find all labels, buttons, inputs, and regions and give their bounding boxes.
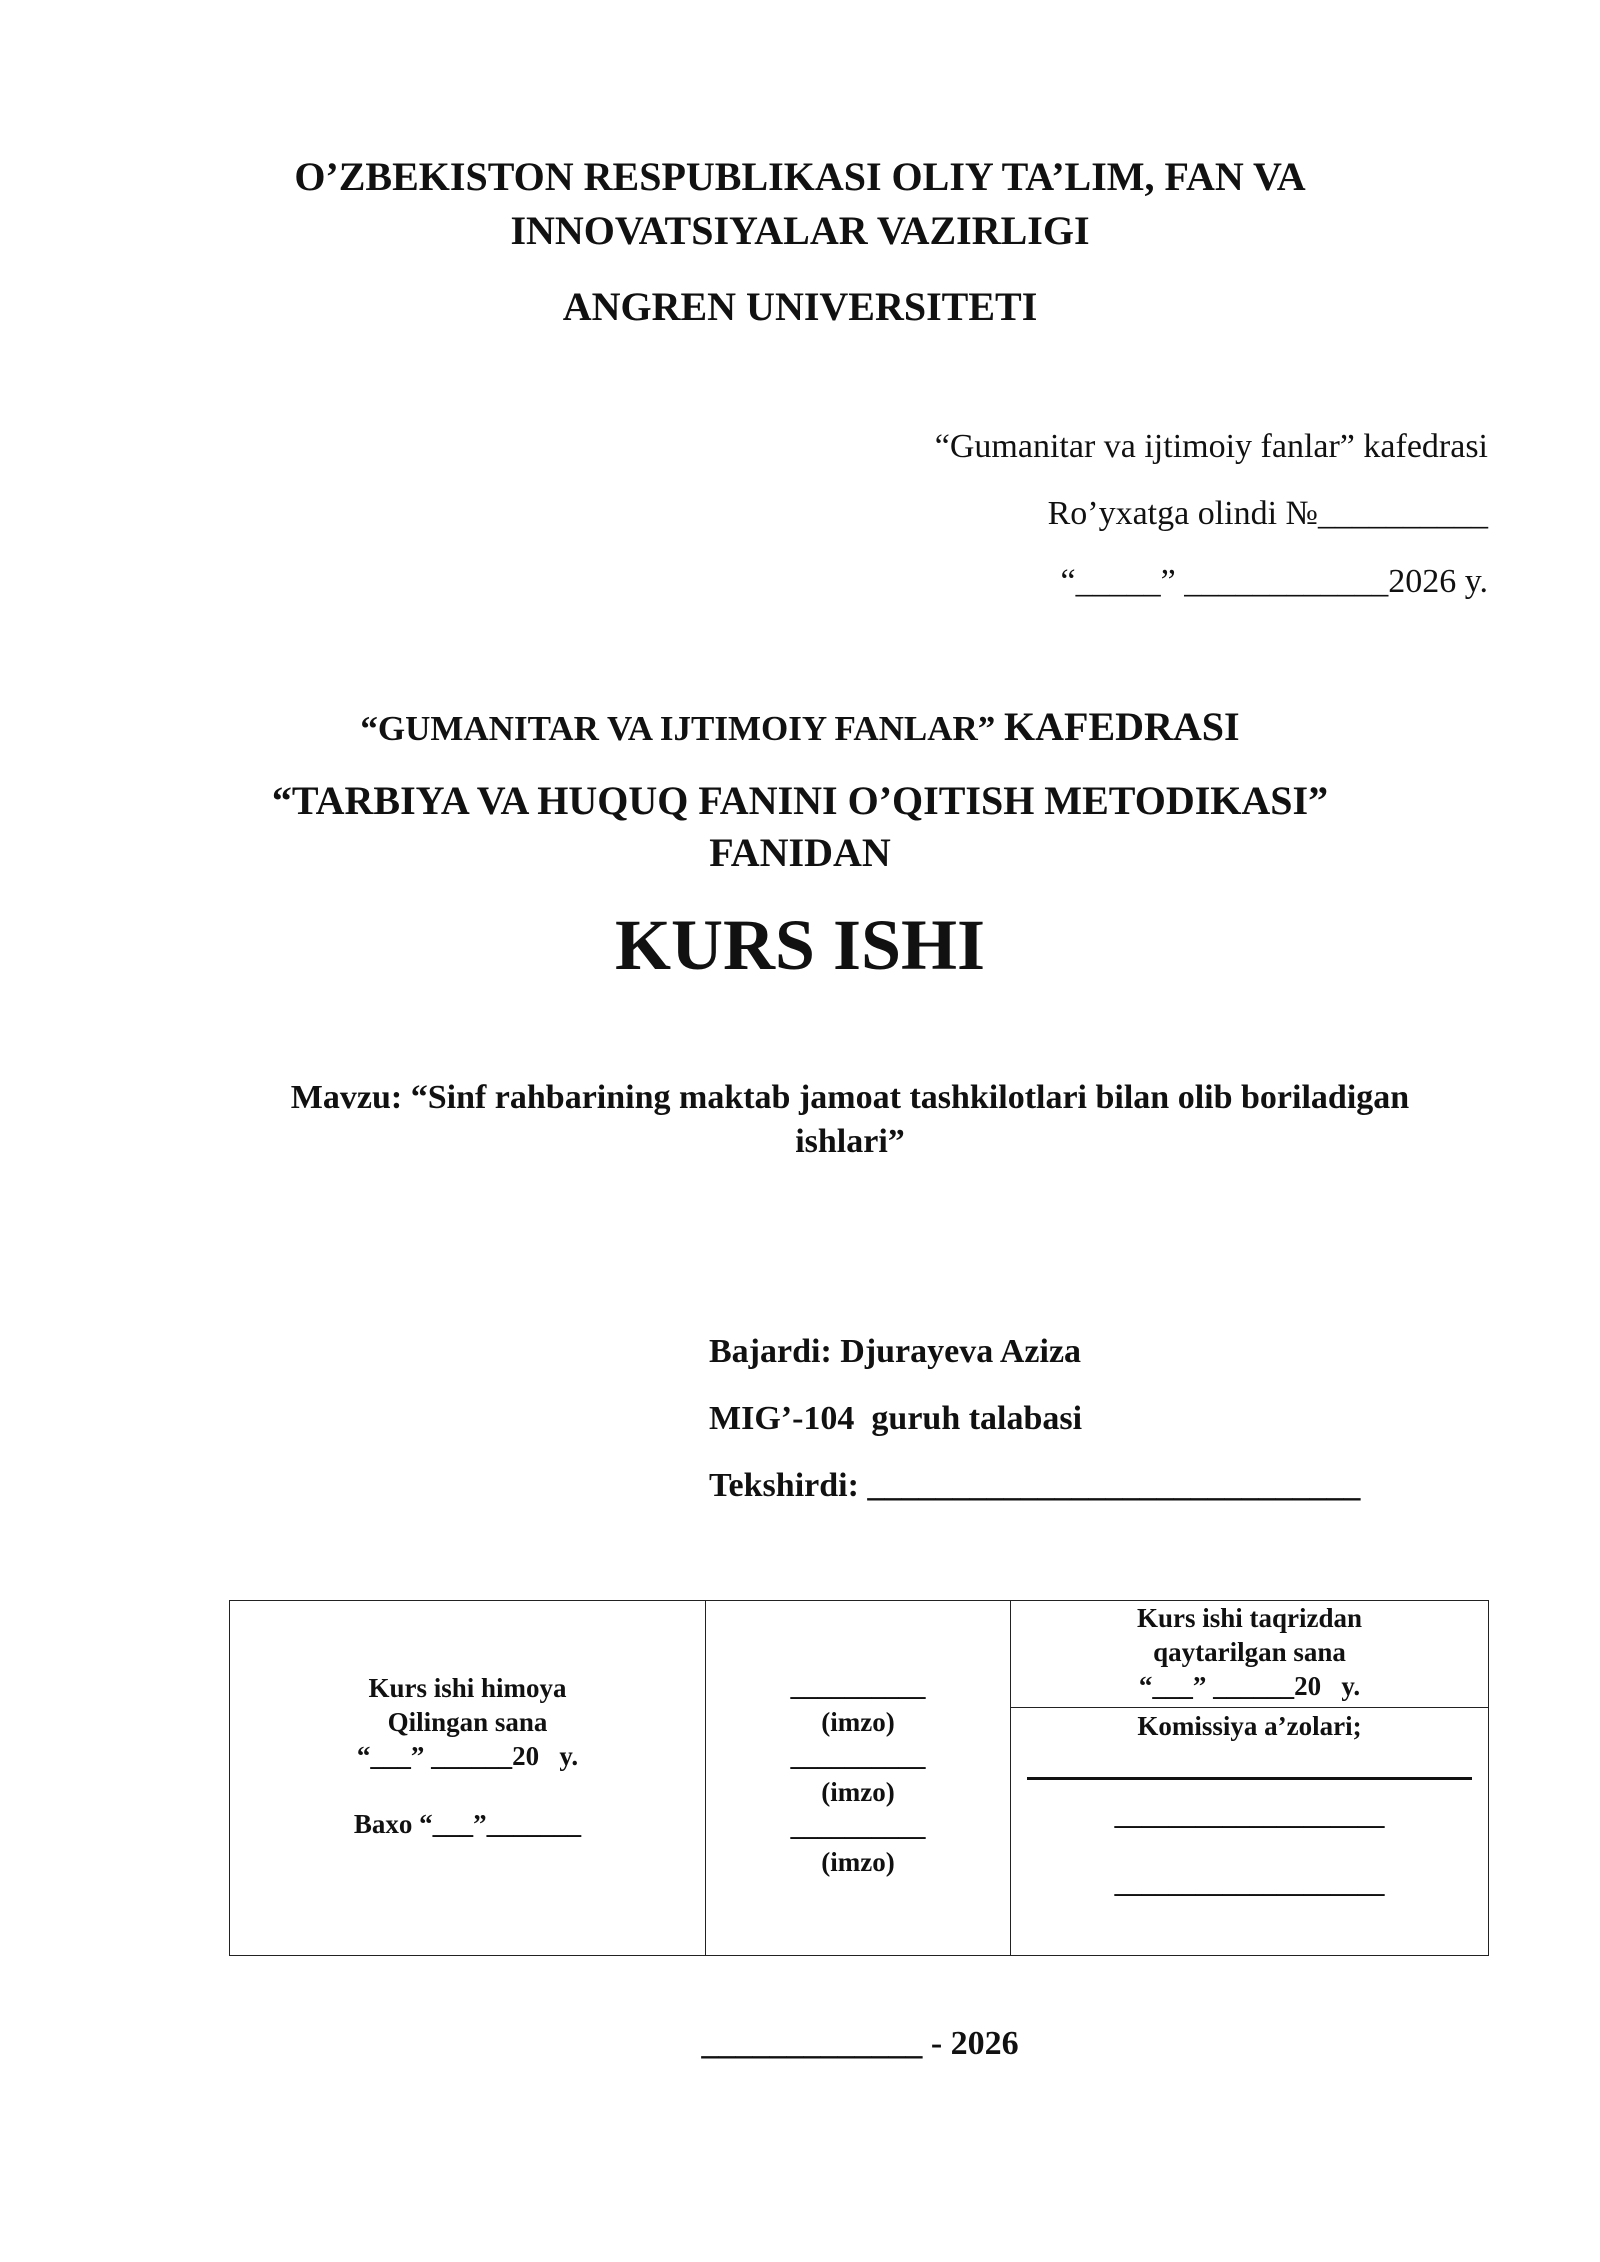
signature-blank-3: __________ (790, 1811, 926, 1841)
registration-department: “Gumanitar va ijtimoiy fanlar” kafedrasi (934, 428, 1488, 465)
review-cell (1011, 1601, 1489, 1956)
topic (200, 1076, 1500, 1164)
topic-line-2: ishlari” (795, 1123, 905, 1160)
commission-members-label: Komissiya a’zolari; (1137, 1711, 1362, 1741)
review-return-section (1011, 1601, 1488, 1708)
subject-line-2: FANIDAN (709, 830, 891, 875)
kafedra-quoted: “GUMANITAR VA IJTIMOIY FANLAR” (360, 709, 996, 748)
review-line-2: qaytarilgan sana (1153, 1637, 1346, 1667)
signature-label-3: (imzo) (821, 1847, 895, 1877)
commission-member-line-3: ____________________ (1114, 1868, 1385, 1898)
checked-by: Tekshirdi: _____________________________ (709, 1467, 1361, 1504)
defense-cell (230, 1601, 706, 1956)
topic-line-1: Mavzu: “Sinf rahbarining maktab jamoat tashkilotlari bilan olib boriladigan (290, 1079, 1410, 1116)
signature-label-1: (imzo) (821, 1707, 895, 1737)
commission-section (1011, 1707, 1488, 1900)
commission-member-line-1 (1027, 1777, 1472, 1780)
footer-year: _____________ - 2026 (701, 2025, 1019, 2062)
ministry-name (0, 150, 1600, 258)
defense-line-2: Qilingan sana (387, 1707, 548, 1737)
document-type: KURS ISHI (614, 905, 986, 985)
subject-title (0, 775, 1600, 879)
student-performed: Bajardi: Djurayeva Aziza (709, 1333, 1082, 1370)
kafedra-title (0, 704, 1600, 752)
commission-member-line-2: ____________________ (1114, 1800, 1385, 1830)
review-line-1: Kurs ishi taqrizdan (1136, 1603, 1363, 1633)
student-group: MIG’-104 guruh talabasi (709, 1400, 1083, 1437)
ministry-line-1: O’ZBEKISTON RESPUBLIKASI OLIY TA’LIM, FAN VA (294, 154, 1306, 199)
signature-cell (706, 1601, 1011, 1956)
committee-table (229, 1600, 1489, 1956)
subject-line-1: “TARBIYA VA HUQUQ FANINI O’QITISH METODIKASI” (271, 778, 1329, 823)
signature-blank-1: __________ (790, 1671, 926, 1701)
signature-blank-2: __________ (790, 1741, 926, 1771)
defense-date: “___” ______20 y. (356, 1741, 579, 1771)
grade-field: Baxo “___”_______ (353, 1809, 582, 1839)
registration-date: “_____” ____________2026 y. (1060, 563, 1488, 600)
registration-number: Ro’yxatga olindi №__________ (1047, 495, 1488, 532)
ministry-line-2: INNOVATSIYALAR VAZIRLIGI (510, 208, 1090, 253)
kafedra-word: KAFEDRASI (1004, 704, 1240, 749)
review-date: “___” ______20 y. (1138, 1671, 1361, 1701)
defense-line-1: Kurs ishi himoya (368, 1673, 567, 1703)
university-name: ANGREN UNIVERSITETI (562, 284, 1038, 329)
signature-label-2: (imzo) (821, 1777, 895, 1807)
